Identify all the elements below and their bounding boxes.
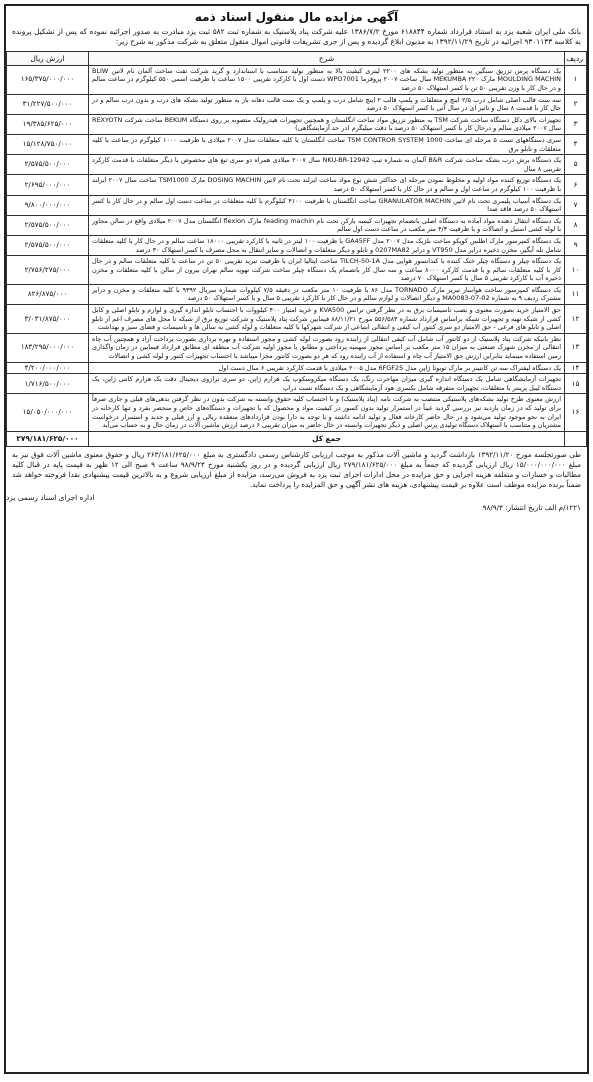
- row-description: ارزش معنوی طرح تولید بشکه‌های پلاستیکی منتصب به شرکت نامه (پناد پلاستیک) و با احتساب کلیه حقوق وابسته به شرکت بدون در نظر گرفتن بدهی‌های قبلی و جاری صرفاً برای تولید که در زمان بازدید نیز بررسی گردید عیناً در استمرار تولید بدون کسور در کیفیت مواد و محصول که با تجهیزات و دستگاه‌های خاص و منحصر بفرد و تنها کارخانه در ایران به نحو موجود تولید می‌شود و در حال حاضر کارخانه فعال و تولید ادامه داشته و با توجه به دارا بودن قراردادهای منعقده ریالی و ارز قبلی و جدید و استمرار درخواست مشتریان و متناسب با استهلاک دستگاه تولیدی پرس اصلی و دیگر تجهیزات وابسته در حال حاضر به میزان تقریبی ۶ درصد ارزش ماشین آلات در زمان حال و به حساب می‌آید: [89, 394, 565, 431]
- row-number: ۴: [565, 134, 587, 154]
- row-description: یک دستگاه پرس تزریق سنگین به منظور تولید بشکه های ۲۲۰۰ لیتری کیفیت بالا به منظور تولید متناسب با استاندارد و گرید شرکت نفت ساخت آلمان نام لاتین BLIW MOULDING MACHIN مارک MEKUMBA ۲۲۰ سال ساخت ۲۰۰۷ پروفرما WPO7001 دست اول با کارکرد تقریبی ۱۵۰۰ ساعت با ظرفیت اسمی ۵۵۰ کیلوگرم در ساعت سالم و در حال کار با وزن تقریبی ۵۰ تن با کسر استهلاک ۵۰ درصد: [89, 65, 565, 94]
- header-row-number: ردیف: [565, 51, 587, 65]
- row-number: ۸: [565, 215, 587, 235]
- table-row: [7, 215, 587, 235]
- row-description: تجهیزات آزمایشگاهی شامل یک دستگاه اندازه گیری میزان مهاجرت رنگ، یک دستگاه میکروسکوپ یک هزارم ژاپن، دو سری ترازوی دیجیتال دقت یک هزارم کانتی ژاپن، یک دستگاه لیبل پرینتر با متعلقات، تجهیزات متفرقه شامل بکسری هود آزمایشگاهی و یک دستگاه تست دراپ: [89, 374, 565, 394]
- row-number: ۱۰: [565, 256, 587, 285]
- notice-footer: طی صورتجلسه مورخ ۱۳۹۲/۱۱/۲۰ بازداشت گردید و ماشین آلات مذکور به موجب ارزیابی کارشناس رسمی دادگستری به مبلغ ۲۶۳/۱۸۱/۶۲۵/۰۰۰ ریال و حقوق معنوی ماشین آلات فوق نیز به مبلغ ۱۵/۰۰۰/۰۰۰/۰۰۰ ریال ارزیابی گردیده که جمعاً به مبلغ ۲۷۹/۱۸۱/۶۲۵/۰۰۰ ریال ارزیابی گردیده و در روز یکشنبه مورخ ۹۸/۹/۲۴ ساعت ۹ صبح الی ۱۲ ظهر به قیمت پایه در قبال کلیه مطالبات و خسارات و متعلقه هزینه اجرایی و حق مزایده در محل ادارات اجرای ثبت یزد به فروش می‌رسد، مزایده از مبلغ ارزیابی شروع و به بالاترین قیمت پیشنهادی نقدا فروخته خواهد شد ضمناً برنده مزایده موظف است علاوه بر قیمت پیشنهادی، هزینه های نشر آگهی و حق المزایده را پرداخت نماید.: [12, 449, 582, 490]
- row-value: ۱۶۵/۳۷۵/۰۰۰/۰۰۰: [7, 65, 89, 94]
- row-number: ۱۵: [565, 374, 587, 394]
- row-description: یک دستگاه برش درب بشکه ساخت شرکت B&R آلمان به شماره تیپ NKU-BR-12942 سال ۲۰۰۷ میلادی همراه دو سری تیغ های مخصوص با دیگر متعلقات با قدمت کارکرد تقریبی ۸ سال: [89, 155, 565, 175]
- row-number: ۲: [565, 94, 587, 114]
- row-number: ۹: [565, 235, 587, 255]
- table-row: [7, 305, 587, 334]
- row-description: یک دستگاه لیفتراک سه تن کانتینر بر مارک تویوتا ژاپن مدل 6FGF25 مدل ۲۰۰۵ میلادی با قدمت کارکرد تقریبی ۶ سال دست اول: [89, 362, 565, 374]
- table-row: [7, 256, 587, 285]
- row-number: ۶: [565, 175, 587, 195]
- row-description: یک دستگاه کمپرسور مارک اطلس کوپکو ساخت بلژیک مدل ۲۰۰۷ مدل GA45FF با ظرفیت ۱۰۰ لیتر در ثانیه با کارکرد تقریبی ۱۸۰۰۰ ساعت سالم و در حال کار با کلیه متعلقات شامل تله آبگیر، مخزن ذخیره درایر مدل VT950 و درایر 0207MA82 و تابلو و دیگر متعلقات و اتصالات و سایز انتقال به محل مصرف با کسر استهلاک ۳۰ درصد: [89, 235, 565, 255]
- notice-page: [4, 4, 589, 1074]
- row-number: ۱۲: [565, 305, 587, 334]
- row-value: ۲/۷۵۶/۲۷۵/۰۰۰: [7, 256, 89, 285]
- total-row: [7, 431, 587, 446]
- row-description: سری دستگاههای تست ۵ مرحله ای ساخت TSM CONTROR SYSTEM 1000 ساخت انگلستان با کلیه متعلقات مدل ۲۰۰۷ میلادی با ظرفیت ۱۰۰۰ کیلوگرم در ساعت با کلیه متعلقات و تابلو برق: [89, 134, 565, 154]
- table-row: [7, 195, 587, 215]
- row-value: ۴/۲۰۰/۰۰۰/۰۰۰: [7, 362, 89, 374]
- total-value: ۲۷۹/۱۸۱/۶۲۵/۰۰۰: [7, 431, 89, 446]
- row-value: ۲/۵۷۵/۵۰۰/۰۰۰: [7, 215, 89, 235]
- row-description: یک دستگاه آسیاب پلیمری تحت نام لاتین GRANULATOR MACHIN ساخت انگلستان با ظرفیت ۴۱۰۰ کیلوگرم با کلیه متعلقات در ساعت دست اول سالم و در حال کار با کسر استهلاک ۵۰ درصد فاقد صدا: [89, 195, 565, 215]
- row-number: ۱۴: [565, 362, 587, 374]
- table-row: [7, 394, 587, 431]
- row-value: ۸۲۶/۸۷۵/۰۰۰: [7, 284, 89, 304]
- row-number: ۱۶: [565, 394, 587, 431]
- row-value: ۱۵/۱۲۸/۷۵۰/۰۰۰: [7, 134, 89, 154]
- table-row: [7, 114, 587, 134]
- notice-intro: بانک ملی ایران شعبه یزد به استناد قرارداد شماره ۶۱۸۸۴۴ مورخ ۱۳۸۶/۷/۲ علیه شرکت پناد پلاستیک به شماره ثبت ۵۸۲ ثبت یزد مبادرت به صدور اجرائیه نموده که پس از تشکیل پرونده به کلاسه ۹۳۰۱۱۳۳ اجرائیه در تاریخ ۱۳۹۲/۱۱/۲۹ به مدیون ابلاغ گردیده و پس از جری تشریفات قانونی اموال منقول متعلق به شرکت مذکور به شرح زیر:: [12, 27, 581, 47]
- row-description: نظر بانیکه شرکت پناد پلاستیک از دو کانتور آب شامل آب کیفی انتقالی از زاینده رود بصورت لوله کشی و مجوز استفاده و بهره برداری بصورت پرداخت آزاد و همچنین آب چاه انتقالی از مخزن شهرک صنعتی به میزان ۱۵ متر مکعب بر اساس مجوز سهمیه پرداختی و مطابق با مجوز اولیه شرکت آب منطقه ای مطابق قرارداد فیمابین در زمان واگذاری زمین استفاده مینماید بنابراین ارزش حق الامتیاز آب چاه و استفاده از آب زاینده رود که هر دو بصورت کانتور مجزا میباشد با احتساب تجهیزات کنتور و لوله کشی و اتصالات: [89, 333, 565, 362]
- table-header-row: [7, 51, 587, 65]
- total-spacer: [565, 431, 587, 446]
- row-value: ۱۹/۳۸۵/۶۲۵/۰۰۰: [7, 114, 89, 134]
- row-value: ۳۱/۲۲۷/۵۰۰/۰۰۰: [7, 94, 89, 114]
- row-description: تجهیزات بالای دکل دستگاه ساخت شرکت TSM به منظور تزریق مواد ساخت انگلستان و همچنین تجهیزات هیدرولیک متصوبه بر روی دستگاه BEKUM ساخت شرکت REXYOTN سال ۲۰۰۷ میلادی سالم و درحال کار با کسر استهلاک ۵۰ درصد با دقت میلیگرم (در حد آزمایشگاهی): [89, 114, 565, 134]
- table-row: [7, 362, 587, 374]
- auction-items-table: [6, 51, 587, 447]
- table-body: [7, 65, 587, 446]
- table-row: [7, 94, 587, 114]
- row-number: ۱: [565, 65, 587, 94]
- row-number: ۷: [565, 195, 587, 215]
- table-row: [7, 374, 587, 394]
- row-number: ۱۳: [565, 333, 587, 362]
- row-description: یک دستگاه انتقال دهنده مواد آماده به دستگاه اصلی بانضمام تجهیزات کیسه بازکن تحت نام feading machin مارک flexion انگلستان مدل ۲۰۰۷ میلادی واقع در سالن مجاور با لوله کشی استیل و اتصالات و با ظرفیت ۴/۳ متر مکعب در ساعت دست اول سالم: [89, 215, 565, 235]
- header-value: ارزش ریال: [7, 51, 89, 65]
- row-description: سه ست قالب اصلی شامل درب ۲/۵ اینچ و متعلقات و پلمپ قالب ۲ اینچ شامل درب و پلمپ و یک ست قالب دهانه باز به منظور تولید بشکه های درب و بدون درب سالم و در حال کار با قدمت ۸ سال و تاثیر ای در سال آتی با کسر استهلاک ۵۰ درصد: [89, 94, 565, 114]
- table-row: [7, 65, 587, 94]
- row-value: ۹/۸۰۰/۰۰۰/۰۰۰: [7, 195, 89, 215]
- row-number: ۵: [565, 155, 587, 175]
- row-value: ۲/۶۹۵/۰۰۰/۰۰۰: [7, 175, 89, 195]
- table-row: [7, 155, 587, 175]
- table-row: [7, 235, 587, 255]
- table-row: [7, 134, 587, 154]
- row-value: ۱۵/۰۵۰/۰۰۰/۰۰۰: [7, 394, 89, 431]
- row-value: ۱/۷۱۶/۵۰۰/۰۰۰: [7, 374, 89, 394]
- row-number: ۱۱: [565, 284, 587, 304]
- issuer-signature: اداره اجرای اسناد رسمی یزد: [6, 492, 95, 502]
- row-description: یک دستگاه توزیع کننده مواد اولیه و مخلوط نمودن مرحله ای حداکثر شش نوع مواد ساخت ایرلند تحت نام لاتین DOSING MACHIN مارک TSM1000 ساخت سال ۲۰۰۷ ایرلند با ظرفیت ۱۰۰ کیلوگرم در ساعت اول و سالم و در حال کار با کسر استهلاک ۵۰ درصد: [89, 175, 565, 195]
- table-row: [7, 333, 587, 362]
- row-value: ۲/۵۷۵/۵۰۰/۰۰۰: [7, 235, 89, 255]
- row-description: یک دستگاه کمپرسور ساخت هواساز تبریز مارک TORNADO مدل ۸۶ با ظرفیت ۱۰ متر مکعب در دقیقه ۷/۵ کیلووات شماره سریال ۹۳۹۲ با کلیه متعلقات و مخزن و درایر مشترک ردیف ۹ به شماره 02-07-MA0083 و دیگر اتصالات و لوازم سالم و در حال کار با کارکرد تقریبی ۵ سال و با کسر استهلاک ۵۰ درصد: [89, 284, 565, 304]
- row-value: ۲/۵۷۵/۵۰۰/۰۰۰: [7, 155, 89, 175]
- row-value: ۱۸۳/۲۹۵/۰۰۰/۰۰۰: [7, 333, 89, 362]
- header-description: شرح: [89, 51, 565, 65]
- table-row: [7, 284, 587, 304]
- publication-reference: ۱۲۲۱/م الف تاریخ انتشار: ۹۸/۹/۴: [482, 502, 581, 512]
- table-row: [7, 175, 587, 195]
- row-value: ۳/۰۳۱/۸۷۵/۰۰۰: [7, 305, 89, 334]
- total-label: جمع کل: [89, 431, 565, 446]
- row-description: حق الامتیاز خرید بصورت معنوی و نصب تاسیسات برق به در نظر گرفتن ترانس KVA500 و خرید امتیاز ۴۰۰ کیلووات با احتساب تابلو اندازه گیری و لوازم و تابلو اصلی و کابل کشی از شبکه تهیه و تجهیزات شبکه براساس قرارداد شماره ۵۵۶/۵۸۳ مورخ ۸۸/۱۱/۲۱ فیمابین شرکت پناد پلاستیک و شرکت توزیع برق از شبکه تا محل های مصرف اعم از تابلو اصلی و تابلو های فرعی - حق الامتیاز دو سری کنتور آب کیفی و انتقالی ابتیاعی از شرکت شهرکها با کلیه متعلقات و لوله کشی به سالن ها و تاسیسات و فضای سبز و بهداشت: [89, 305, 565, 334]
- row-number: ۳: [565, 114, 587, 134]
- row-description: یک دستگاه چیلر و دستگاه چیلر خنک کننده با کندانسور هوایی مدل TILCH-50-1A ساخت ایتالیا ایران با ظرفیت تبرید تقریبی ۵۰ تن در ساعت با کلیه متعلقات سالم و در حال کار با کلیه متعلقات سالم و با قدمت کارکرد ۸۰۰۰ ساعت و سه سال کار باتصمام یک دستگاه چیلر ساخت شرکت تهویه سالم تهران بیرون از سالن با کلیه متعلقات و مخزن ذخیره آب با کارکرد تقریبی ۵ سال با کسر استهلاک ۷۰ درصد: [89, 256, 565, 285]
- notice-title: آگهی مزایده مال منقول اسناد ذمه: [194, 10, 399, 24]
